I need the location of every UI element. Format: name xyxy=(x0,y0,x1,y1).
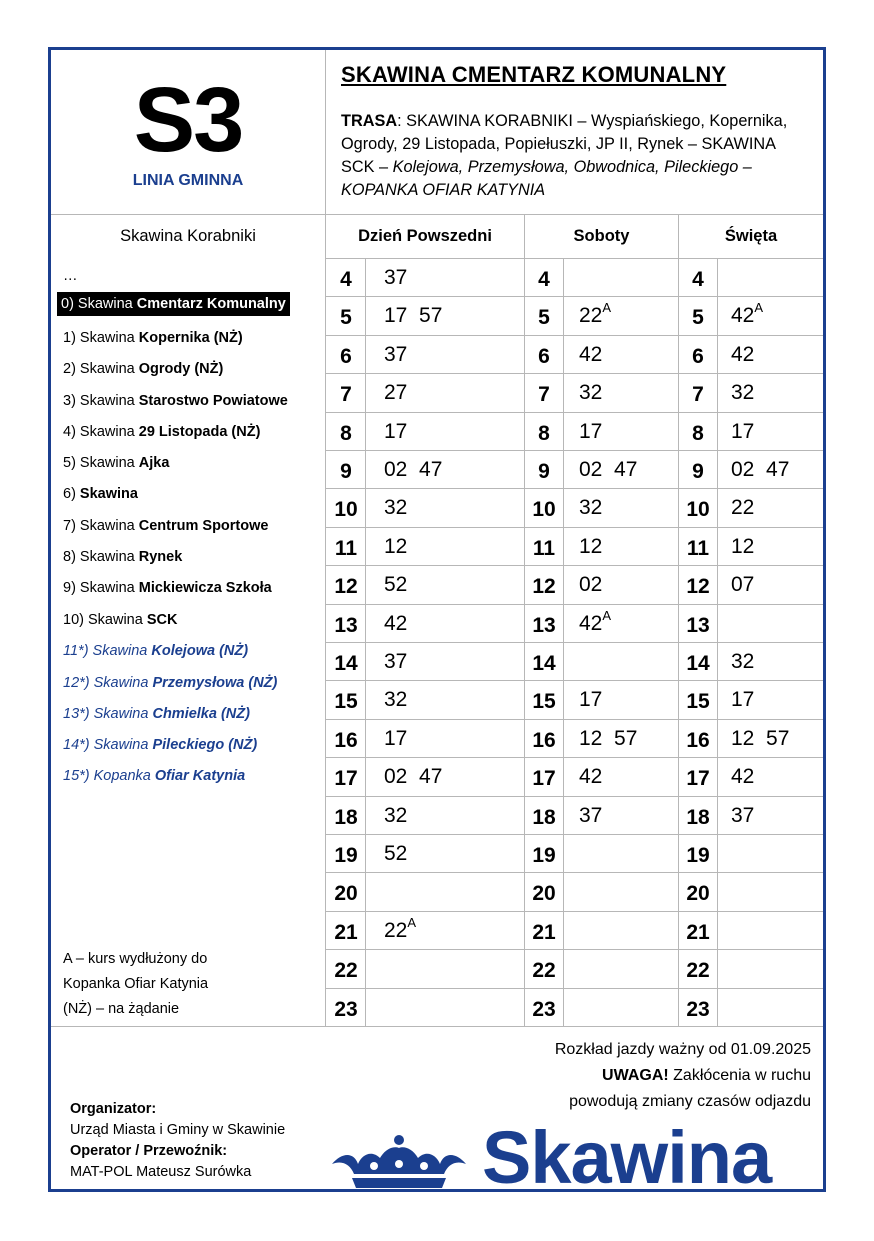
operator-label: Operator / Przewoźnik: xyxy=(70,1143,228,1159)
row-divider xyxy=(325,988,823,989)
hour-cell: 9 xyxy=(538,460,550,483)
hour-cell: 20 xyxy=(532,882,556,905)
hour-cell: 14 xyxy=(334,652,358,675)
stop-name: Ofiar Katynia xyxy=(154,768,246,784)
stop-prefix: 15*) Kopanka xyxy=(63,768,155,784)
header-saturday: Soboty xyxy=(573,227,630,245)
hour-cell: 17 xyxy=(532,767,556,790)
stop-item xyxy=(63,518,268,534)
minutes-cell-saturday: 32 xyxy=(579,496,603,519)
warning-label: UWAGA! xyxy=(602,1067,669,1084)
minutes-cell-holiday: 12 57 xyxy=(731,727,790,750)
row-divider xyxy=(325,872,823,873)
minutes-cell-saturday: 17 xyxy=(579,420,603,443)
minutes-cell-weekday: 37 xyxy=(384,650,408,673)
stop-prefix: 0) Skawina xyxy=(61,296,137,312)
minutes-cell-holiday: 42 xyxy=(731,765,755,788)
organizer-label: Organizator: xyxy=(70,1101,157,1117)
hour-cell: 13 xyxy=(686,614,710,637)
row-divider xyxy=(325,488,823,489)
validity-note xyxy=(555,1037,811,1115)
hour-cell: 12 xyxy=(532,575,556,598)
line-type: LINIA GMINNA xyxy=(132,172,244,189)
stop-name: Kopernika (NŻ) xyxy=(138,330,243,346)
hour-cell: 6 xyxy=(692,345,704,368)
stop-prefix: 4) Skawina xyxy=(63,424,139,440)
minutes-cell-saturday: 17 xyxy=(579,688,603,711)
minutes-cell-holiday: $42^A$ xyxy=(731,300,764,327)
minutes-cell-saturday: $42^A$ xyxy=(579,608,612,635)
stop-name: Centrum Sportowe xyxy=(138,518,269,534)
divider xyxy=(325,50,326,215)
hour-cell: 10 xyxy=(532,498,556,521)
minutes-cell-saturday: $22^A$ xyxy=(579,300,612,327)
hour-cell: 15 xyxy=(532,690,556,713)
hour-cell: 15 xyxy=(686,690,710,713)
minutes-cell-holiday: 17 xyxy=(731,688,755,711)
route-description xyxy=(341,110,811,202)
organizer-block xyxy=(70,1099,285,1183)
minutes-cell-weekday: 02 47 xyxy=(384,458,443,481)
row-divider xyxy=(325,450,823,451)
stop-prefix: 1) Skawina xyxy=(63,330,139,346)
legend-line-2: Kopanka Ofiar Katynia xyxy=(63,976,209,992)
stop-name: Chmielka (NŻ) xyxy=(152,706,250,722)
hour-cell: 8 xyxy=(340,422,352,445)
hour-cell: 8 xyxy=(692,422,704,445)
stop-prefix: 10) Skawina xyxy=(63,612,147,628)
stop-prefix: 12*) Skawina xyxy=(63,675,153,691)
stop-item-optional xyxy=(63,643,248,659)
hour-cell: 13 xyxy=(334,614,358,637)
hour-cell: 19 xyxy=(686,844,710,867)
legend-line-1: A – kurs wydłużony do xyxy=(63,951,208,967)
stop-item-optional xyxy=(63,706,250,722)
hour-cell: 7 xyxy=(538,383,550,406)
minutes-cell-saturday: 02 xyxy=(579,573,603,596)
hour-cell: 10 xyxy=(686,498,710,521)
minutes-cell-weekday: $22^A$ xyxy=(384,915,417,942)
destination-title: SKAWINA CMENTARZ KOMUNALNY xyxy=(341,62,727,87)
route-label: TRASA xyxy=(341,112,398,130)
hour-cell: 19 xyxy=(532,844,556,867)
stop-name: Przemysłowa (NŻ) xyxy=(152,675,278,691)
minutes-cell-weekday: 17 xyxy=(384,420,408,443)
stop-item xyxy=(63,455,169,471)
row-divider xyxy=(325,834,823,835)
hour-cell: 20 xyxy=(686,882,710,905)
stop-current xyxy=(57,292,290,316)
stop-prefix: 2) Skawina xyxy=(63,361,139,377)
row-divider xyxy=(325,296,823,297)
minutes-cell-holiday: 37 xyxy=(731,804,755,827)
skawina-logo-text: Skawina xyxy=(482,1116,772,1199)
stop-item xyxy=(63,580,272,596)
hour-cell: 11 xyxy=(334,537,358,560)
hour-cell: 11 xyxy=(686,537,710,560)
minutes-cell-weekday: 52 xyxy=(384,573,408,596)
hour-cell: 9 xyxy=(340,460,352,483)
row-divider xyxy=(325,335,823,336)
minutes-cell-weekday: 32 xyxy=(384,496,408,519)
minutes-cell-weekday: 42 xyxy=(384,612,408,635)
hour-cell: 21 xyxy=(532,921,556,944)
hour-cell: 4 xyxy=(692,268,704,291)
row-divider xyxy=(325,604,823,605)
stop-item xyxy=(63,549,182,565)
minutes-cell-weekday: 32 xyxy=(384,688,408,711)
header-holiday: Święta xyxy=(724,227,778,245)
divider xyxy=(325,258,823,259)
hour-cell: 18 xyxy=(686,806,710,829)
stop-item-optional xyxy=(63,737,257,753)
stop-prefix: 3) Skawina xyxy=(63,393,139,409)
hour-cell: 22 xyxy=(686,959,710,982)
hour-cell: 11 xyxy=(532,537,556,560)
hour-cell: 23 xyxy=(532,998,556,1021)
hour-cell: 5 xyxy=(538,306,550,329)
hour-cell: 21 xyxy=(686,921,710,944)
header-stop-from: Skawina Korabniki xyxy=(120,227,256,245)
row-divider xyxy=(325,719,823,720)
minutes-cell-holiday: 12 xyxy=(731,535,755,558)
hour-cell: 7 xyxy=(340,383,352,406)
row-divider xyxy=(325,680,823,681)
stop-name: SCK xyxy=(146,612,178,628)
minutes-cell-weekday: 17 57 xyxy=(384,304,443,327)
organizer-name: Urząd Miasta i Gminy w Skawinie xyxy=(70,1122,286,1138)
stop-prefix: … xyxy=(63,268,78,284)
minutes-cell-saturday: 37 xyxy=(579,804,603,827)
stop-name: Mickiewicza Szkoła xyxy=(138,580,272,596)
hour-cell: 6 xyxy=(538,345,550,368)
header-weekday: Dzień Powszedni xyxy=(358,227,492,245)
hour-cell: 4 xyxy=(340,268,352,291)
warning-line-2: powodują zmiany czasów odjazdu xyxy=(569,1093,811,1110)
stop-item xyxy=(63,330,243,346)
minutes-cell-weekday: 37 xyxy=(384,343,408,366)
minutes-cell-holiday: 32 xyxy=(731,381,755,404)
line-number: S3 xyxy=(133,69,243,171)
hour-cell: 13 xyxy=(532,614,556,637)
stop-item xyxy=(63,424,260,440)
hour-cell: 14 xyxy=(532,652,556,675)
minutes-cell-weekday: 52 xyxy=(384,842,408,865)
minutes-cell-holiday: 07 xyxy=(731,573,755,596)
minutes-cell-holiday: 22 xyxy=(731,496,755,519)
hour-cell: 17 xyxy=(334,767,358,790)
hour-cell: 17 xyxy=(686,767,710,790)
stop-prefix: 14*) Skawina xyxy=(63,737,153,753)
stop-name: Starostwo Powiatowe xyxy=(138,393,288,409)
stop-item xyxy=(63,361,223,377)
minutes-cell-holiday: 42 xyxy=(731,343,755,366)
row-divider xyxy=(325,949,823,950)
minutes-cell-saturday: 42 xyxy=(579,343,603,366)
minutes-cell-weekday: 32 xyxy=(384,804,408,827)
legend-line-3: (NŻ) – na żądanie xyxy=(63,1001,180,1017)
hour-cell: 14 xyxy=(686,652,710,675)
operator-name: MAT-POL Mateusz Surówka xyxy=(70,1164,252,1180)
hour-cell: 8 xyxy=(538,422,550,445)
hour-cell: 22 xyxy=(532,959,556,982)
minutes-cell-saturday: 12 57 xyxy=(579,727,638,750)
validity-date: Rozkład jazdy ważny od 01.09.2025 xyxy=(554,1041,811,1058)
minutes-cell-saturday: 12 xyxy=(579,535,603,558)
stop-ellipsis xyxy=(63,268,78,284)
stop-name: Kolejowa (NŻ) xyxy=(151,643,249,659)
stop-prefix: 8) Skawina xyxy=(63,549,139,565)
hour-cell: 22 xyxy=(334,959,358,982)
hour-cell: 5 xyxy=(692,306,704,329)
warning-text: Zakłócenia w ruchu xyxy=(668,1067,811,1084)
row-divider xyxy=(325,527,823,528)
minutes-cell-holiday: 02 47 xyxy=(731,458,790,481)
stop-prefix: 13*) Skawina xyxy=(63,706,153,722)
hour-cell: 23 xyxy=(334,998,358,1021)
hour-cell: 23 xyxy=(686,998,710,1021)
hour-cell: 9 xyxy=(692,460,704,483)
hour-cell: 16 xyxy=(334,729,358,752)
row-divider xyxy=(325,757,823,758)
minutes-cell-weekday: 17 xyxy=(384,727,408,750)
hour-cell: 12 xyxy=(686,575,710,598)
divider xyxy=(51,1026,823,1027)
stop-item-optional xyxy=(63,768,245,784)
row-divider xyxy=(325,642,823,643)
hour-cell: 19 xyxy=(334,844,358,867)
stop-name: Ogrody (NŻ) xyxy=(138,361,224,377)
stop-name: Cmentarz Komunalny xyxy=(136,296,286,312)
stop-name: Pileckiego (NŻ) xyxy=(152,737,258,753)
row-divider xyxy=(325,565,823,566)
row-divider xyxy=(325,373,823,374)
row-divider xyxy=(325,796,823,797)
warning-line xyxy=(555,1063,811,1089)
minutes-cell-weekday: 12 xyxy=(384,535,408,558)
stop-prefix: 6) xyxy=(63,486,80,502)
hour-cell: 10 xyxy=(334,498,358,521)
hour-cell: 20 xyxy=(334,882,358,905)
minutes-cell-weekday: 37 xyxy=(384,266,408,289)
hour-cell: 21 xyxy=(334,921,358,944)
stop-item-optional xyxy=(63,675,277,691)
hour-cell: 4 xyxy=(538,268,550,291)
stop-prefix: 5) Skawina xyxy=(63,455,139,471)
stop-item xyxy=(63,612,177,628)
row-divider xyxy=(325,412,823,413)
hour-cell: 7 xyxy=(692,383,704,406)
hour-cell: 18 xyxy=(532,806,556,829)
route-part2: Kolejowa, Przemysłowa, Obwodnica, Pileckiego – KOPANKA OFIAR KATYNIA xyxy=(341,158,752,199)
stop-prefix: 11*) Skawina xyxy=(63,643,152,659)
stop-prefix: 7) Skawina xyxy=(63,518,139,534)
hour-cell: 16 xyxy=(686,729,710,752)
minutes-cell-weekday: 02 47 xyxy=(384,765,443,788)
stop-item xyxy=(63,486,138,502)
route-part1: : SKAWINA KORABNIKI – Wyspiańskiego, Kopernika, Ogrody, 29 Listopada, Popiełuszki, JP II, Rynek – SKAWINA SCK – xyxy=(341,112,788,176)
hour-cell: 18 xyxy=(334,806,358,829)
minutes-cell-weekday: 27 xyxy=(384,381,408,404)
hour-cell: 16 xyxy=(532,729,556,752)
hour-cell: 12 xyxy=(334,575,358,598)
stop-name: Rynek xyxy=(138,549,183,565)
stop-name: 29 Listopada (NŻ) xyxy=(138,424,261,440)
stop-name: Skawina xyxy=(79,486,138,502)
row-divider xyxy=(325,911,823,912)
stop-name: Ajka xyxy=(138,455,170,471)
hour-cell: 5 xyxy=(340,306,352,329)
minutes-cell-holiday: 32 xyxy=(731,650,755,673)
stop-prefix: 9) Skawina xyxy=(63,580,139,596)
minutes-cell-saturday: 42 xyxy=(579,765,603,788)
minutes-cell-saturday: 32 xyxy=(579,381,603,404)
crown-logo-icon xyxy=(328,1134,470,1194)
minutes-cell-holiday: 17 xyxy=(731,420,755,443)
minutes-cell-saturday: 02 47 xyxy=(579,458,638,481)
hour-cell: 6 xyxy=(340,345,352,368)
stop-item xyxy=(63,393,288,409)
hour-cell: 15 xyxy=(334,690,358,713)
